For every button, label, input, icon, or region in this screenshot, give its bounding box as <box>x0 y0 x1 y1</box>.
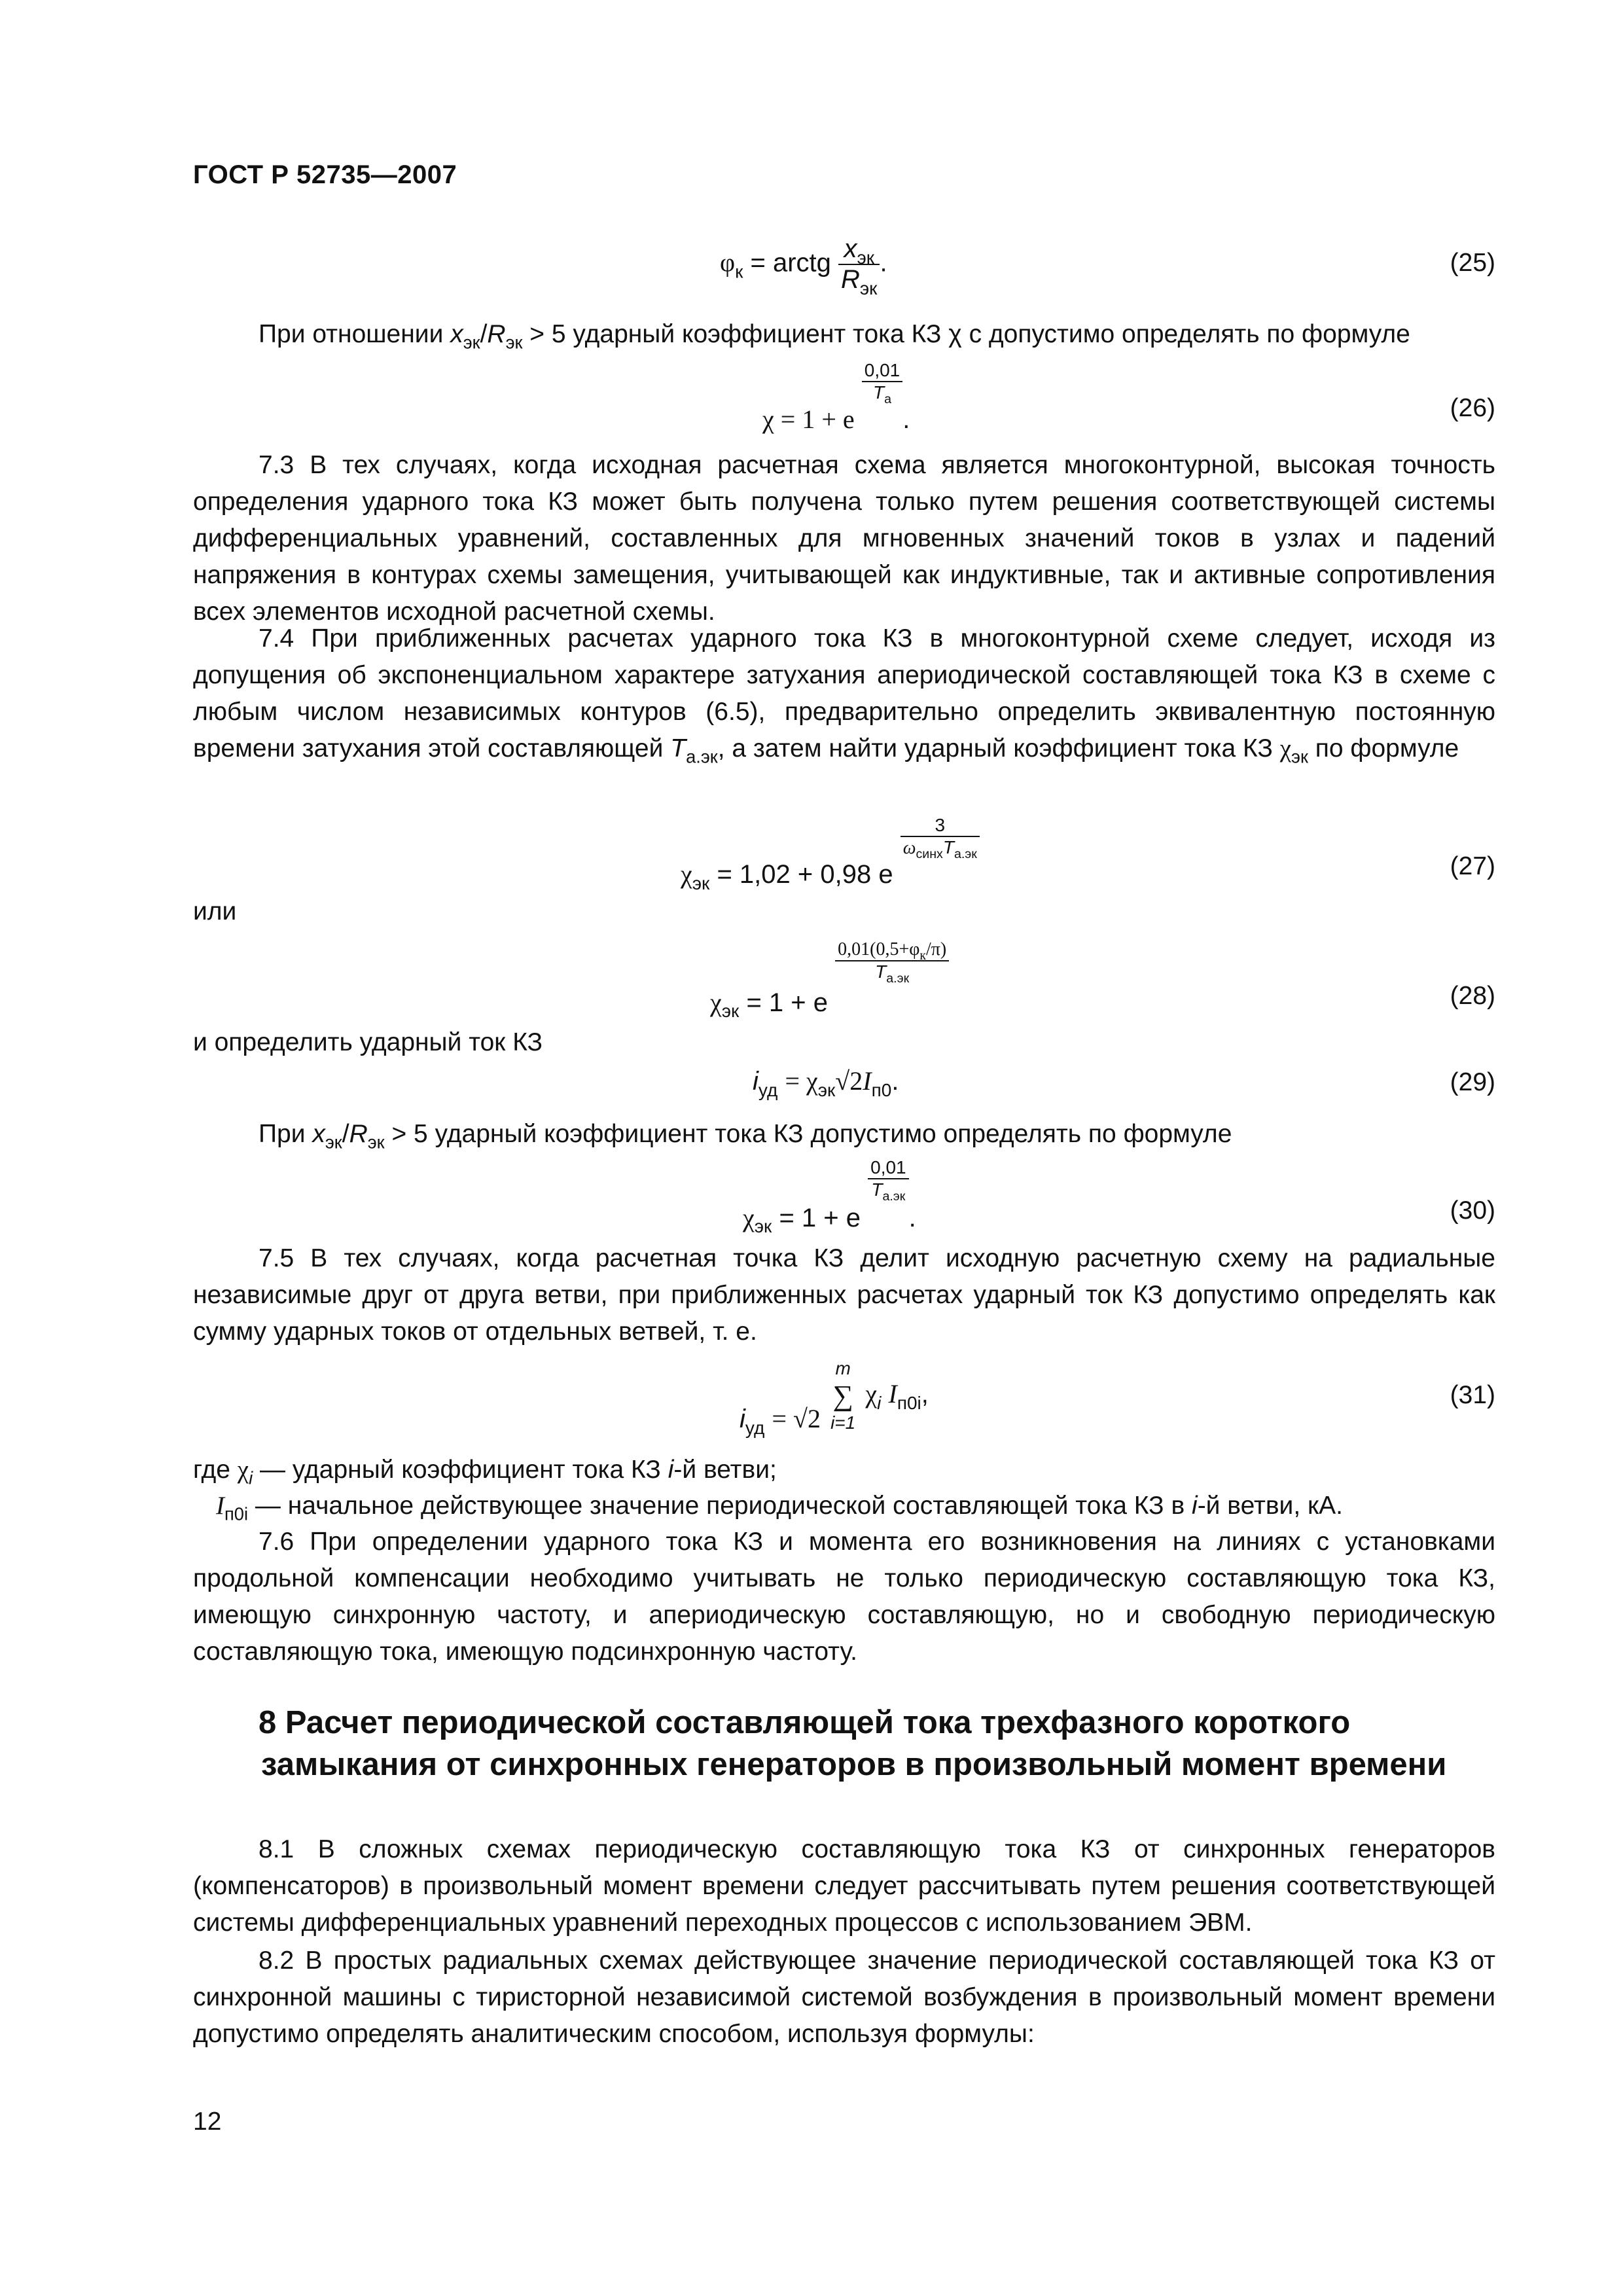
paragraph-when: При $x_{эк}/R_{эк} > 5$ ударный коэффициент тока КЗ допустимо определять по формуле <box>259 1120 1232 1153</box>
paragraph-8-1: 8.1 В сложных схемах периодическую составляющую тока КЗ от синхронных генераторов (компенсаторов) в произвольный момент времени следует рассчитывать путем решения соответствующей системы дифференциальных уравнений переходных процессов с использованием ЭВМ. <box>193 1835 1495 1937</box>
page-number: 12 <box>193 2108 222 2136</box>
summation: m ∑ i=1 <box>830 1358 856 1433</box>
section-8-heading: 8 Расчет периодической составляющей тока трехфазного короткого замыкания от синхронных генераторов в произвольный момент времени <box>259 1705 1447 1782</box>
paragraph-7-4: 7.4 При приближенных расчетах ударного тока КЗ в многоконтурной схеме следует, исходя из допущения об экспоненциальном характере затухания апериодической составляющей тока КЗ в схеме с любым числом независимых контуров (6.5), предварительно определить эквивалентную постоянную времени затухания этой составляющей $T_{а.эк}$, а затем найти ударный коэффициент тока КЗ $\chi_{эк}$ по формуле <box>193 624 1495 767</box>
paragraph-8-2: 8.2 В простых радиальных схемах действующее значение периодической составляющей тока КЗ от синхронной машины с тиристорной независимой системой возбуждения в произвольный момент времени допустимо определять аналитическим способом, используя формулы: <box>193 1946 1495 2048</box>
formula-number: (31) <box>1450 1381 1495 1409</box>
formula-number: (29) <box>1450 1068 1495 1096</box>
connector-and-define: и определить ударный ток КЗ <box>193 1028 543 1056</box>
formula-27: $\chi_{эк} = 1,02 + 0,98$ e $\frac{3}{\omega_{синх}T_{а.эк}}$ <box>681 815 980 859</box>
formula-number: (27) <box>1450 852 1495 880</box>
formula-26: χ = 1 + e $\frac{0,01}{T_a}$ . <box>762 360 910 434</box>
paragraph-ratio: При отношении $x_{эк}/R_{эк} > 5$ ударный коэффициент тока КЗ χ с допустимо определять по формуле <box>259 320 1410 353</box>
formula-29: $i_{уд} = \chi_{эк}√2I_{п0}$. <box>753 1066 899 1100</box>
paragraph-7-3: 7.3 В тех случаях, когда исходная расчетная схема является многоконтурной, высокая точность определения ударного тока КЗ может быть получена только путем решения соответствующей системы дифференциальных уравнений, составленных для мгновенных значений токов в узлах и падений напряжения в контурах схемы замещения, учитывающей как индуктивные, так и активные сопротивления всех элементов исходной расчетной схемы. <box>193 451 1495 626</box>
paragraph-7-6: 7.6 При определении ударного тока КЗ и момента его возникновения на линиях с установками продольной компенсации необходимо учитывать не только периодическую составляющую тока КЗ, имеющую синхронную частоту, и апериодическую составляющую, но и свободную периодическую составляющую тока, имеющую подсинхронную частоту. <box>193 1528 1495 1666</box>
document-header: ГОСТ Р 52735—2007 <box>193 160 457 189</box>
formula-30: $\chi_{эк} = 1 + e$ $\frac{0,01}{T_{а.эк}}$ . <box>743 1157 916 1237</box>
formula-31: $i_{уд} = √2$ m ∑ i=1 $\chi_i$ $I_{п0i}$, <box>740 1358 929 1438</box>
formula-number: (28) <box>1450 982 1495 1010</box>
formula-28: $\chi_{эк} = 1 + e$ $\frac{0,01(0,5+\varphi_к/\pi)}{T_{а.эк}}$ <box>710 939 949 982</box>
where-chi-definition: где $\chi_i$ — ударный коэффициент тока КЗ i-й ветви; <box>193 1456 777 1488</box>
where-i-definition: $I_{п0i}$ — начальное действующее значение периодической составляющей тока КЗ в i-й ветви, кА. <box>216 1492 1343 1524</box>
formula-25: $\varphi_к$ = arctg $\frac{x_{эк}}{R_{эк}}$ . <box>720 234 887 298</box>
formula-number: (25) <box>1450 249 1495 277</box>
formula-number: (26) <box>1450 394 1495 422</box>
paragraph-7-5: 7.5 В тех случаях, когда расчетная точка КЗ делит исходную расчетную схему на радиальные независимые друг от друга ветви, при приближенных расчетах ударный ток КЗ допустимо определять как сумму ударных токов от отдельных ветвей, т. е. <box>193 1244 1495 1346</box>
connector-or: или <box>193 897 237 925</box>
fraction: $\frac{x_{эк}}{R_{эк}}$ <box>838 234 880 295</box>
formula-number: (30) <box>1450 1196 1495 1225</box>
